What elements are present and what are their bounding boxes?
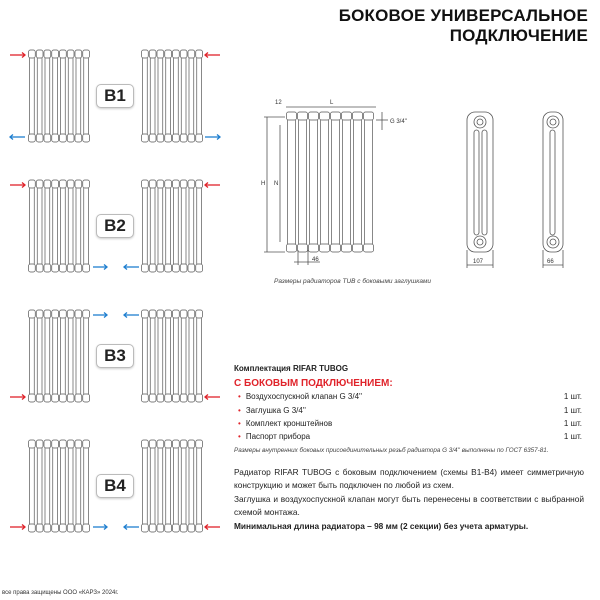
scheme-label-4: B4 <box>96 474 134 498</box>
return-arrow-icon <box>205 135 220 140</box>
dim-12: 12 <box>275 100 282 106</box>
supply-arrow-icon <box>10 53 25 58</box>
return-arrow-icon <box>124 265 139 270</box>
dim-107: 107 <box>473 259 484 265</box>
dim-46: 46 <box>312 257 319 263</box>
radiator <box>29 50 90 142</box>
dim-N: N <box>274 181 279 187</box>
kit-item: • Воздухоспускной клапан G 3/4'' 1 шт. <box>238 392 582 401</box>
return-arrow-icon <box>124 313 139 318</box>
dim-H: H <box>261 181 266 187</box>
return-arrow-icon <box>93 525 107 530</box>
thread-label: G 3/4'' <box>390 119 407 125</box>
return-arrow-icon <box>10 135 25 140</box>
supply-arrow-icon <box>205 53 220 58</box>
return-arrow-icon <box>93 265 107 270</box>
radiator <box>142 440 203 532</box>
description-p1: Радиатор RIFAR TUBOG с боковым подключением (схемы B1-B4) имеет симметричную конструкцию и может быть подключен по любой из схем. <box>234 467 584 490</box>
supply-arrow-icon <box>205 525 220 530</box>
copyright: все права защищены ООО «КАРЗ» 2024г. <box>2 590 119 596</box>
return-arrow-icon <box>124 525 139 530</box>
supply-arrow-icon <box>10 525 25 530</box>
radiator <box>142 180 203 272</box>
supply-arrow-icon <box>205 395 220 400</box>
radiator <box>142 310 203 402</box>
radiator <box>29 180 90 272</box>
description-p2: Заглушка и воздухоспускной клапан могут быть перенесены в соответствии с выбранной схемой монтажа. <box>234 494 584 517</box>
dim-66: 66 <box>547 259 554 265</box>
description-p3: Минимальная длина радиатора – 98 мм (2 секции) без учета арматуры. <box>234 521 529 531</box>
radiator <box>29 310 90 402</box>
supply-arrow-icon <box>10 183 25 188</box>
dimension-drawing <box>250 90 590 280</box>
scheme-label-2: B2 <box>96 214 134 238</box>
thread-note: Размеры внутренних боковых присоединительных резьб радиатора G 3/4'' выполнены по ГОСТ 6357-81. <box>234 447 549 454</box>
supply-arrow-icon <box>205 183 220 188</box>
scheme-label-1: B1 <box>96 84 134 108</box>
drawing-caption: Размеры радиаторов TUB с боковыми заглушками <box>274 278 432 285</box>
supply-arrow-icon <box>10 395 25 400</box>
page-title: БОКОВОЕ УНИВЕРСАЛЬНОЕ ПОДКЛЮЧЕНИЕ <box>338 6 588 45</box>
dim-L: L <box>330 100 334 106</box>
kit-item: • Комплект кронштейнов 1 шт. <box>238 419 582 428</box>
kit-subheading: С БОКОВЫМ ПОДКЛЮЧЕНИЕМ: <box>234 378 393 389</box>
return-arrow-icon <box>93 313 107 318</box>
radiator <box>142 50 203 142</box>
scheme-label-3: B3 <box>96 344 134 368</box>
radiator <box>29 440 90 532</box>
radiator <box>287 112 374 252</box>
kit-heading: Комплектация RIFAR TUBOG <box>234 364 349 373</box>
kit-item: • Заглушка G 3/4'' 1 шт. <box>238 406 582 415</box>
kit-item: • Паспорт прибора 1 шт. <box>238 432 582 441</box>
